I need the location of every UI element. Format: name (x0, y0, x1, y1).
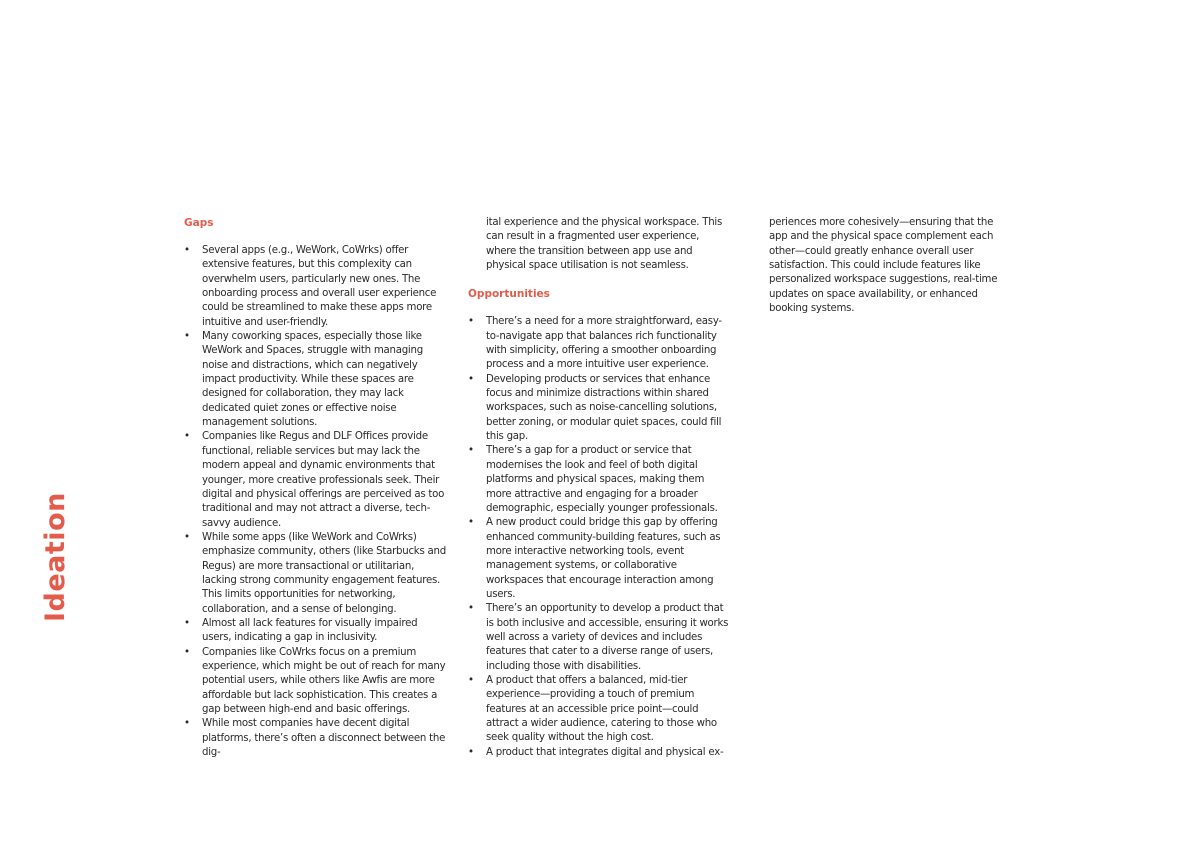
gap-item-continuation: ital experience and the physical workspace. This can result in a fragmented user experience, where the transition between app use and physical space utilisation is not seamless. (486, 217, 723, 272)
gap-item: • Several apps (e.g., WeWork, CoWrks) offer extensive features, but this complexity can overwhelm users, particularly new ones. The onboarding process and overall user experience could be streamlined to make these apps more intuitive and user-friendly. (184, 244, 446, 330)
gap-item: • While most companies have decent digital platforms, there’s often a disconnect between the dig- (184, 717, 446, 760)
gap-item: • Many coworking spaces, especially those like WeWork and Spaces, struggle with managing noise and distractions, which can negatively impact productivity. While these spaces are designed for collaboration, they may lack dedicated quiet zones or effective noise management solutions. (184, 330, 446, 430)
opportunity-item-continuation: periences more cohesively—ensuring that the app and the physical space complement each other—could greatly enhance overall user satisfaction. This could include features like personalized workspace suggestions, real-time updates on space availability, or enhanced booking systems. (769, 217, 998, 315)
opportunity-item: • Developing products or services that enhance focus and minimize distractions within shared workspaces, such as noise-cancelling solutions, better zoning, or modular quiet spaces, could fill this gap. (468, 373, 730, 445)
opportunity-item: • A product that offers a balanced, mid-tier experience—providing a touch of premium features at an accessible price point—could attract a wider audience, catering to those who seek quality without the high cost. (468, 674, 730, 746)
column-opportunities-continued (769, 216, 1013, 316)
opportunity-item: • A product that integrates digital and physical ex- (468, 746, 730, 760)
column-gaps (184, 216, 446, 760)
gap-item: • Companies like CoWrks focus on a premium experience, which might be out of reach for many potential users, while others like Awfis are more affordable but lack sophistication. This creates a gap between high-end and basic offerings. (184, 646, 446, 718)
section-title-ideation: Ideation (40, 492, 71, 622)
opportunity-item: • There’s a need for a more straightforward, easy-to-navigate app that balances rich functionality with simplicity, offering a smoother onboarding process and a more intuitive user experience. (468, 315, 730, 372)
heading-gaps: Gaps (184, 217, 214, 229)
opportunity-item: • A new product could bridge this gap by offering enhanced community-building features, such as more interactive networking tools, event management systems, or collaborative workspaces that encourage interaction among users. (468, 516, 730, 602)
gap-item: • Companies like Regus and DLF Offices provide functional, reliable services but may lack the modern appeal and dynamic environments that younger, more creative professionals seek. Their digital and physical offerings are perceived as too traditional and may not attract a diverse, tech-savvy audience. (184, 430, 446, 530)
gap-item: • While some apps (like WeWork and CoWrks) emphasize community, others (like Starbucks and Regus) are more transactional or utilitarian, lacking strong community engagement features. This limits opportunities for networking, collaboration, and a sense of belonging. (184, 531, 446, 617)
heading-opportunities: Opportunities (468, 288, 550, 301)
gap-item: • Almost all lack features for visually impaired users, indicating a gap in inclusivity. (184, 617, 446, 646)
gaps-list (184, 244, 446, 760)
opportunity-item: • There’s a gap for a product or service that modernises the look and feel of both digital platforms and physical spaces, making them more attractive and engaging for a broader demographic, especially younger professionals. (468, 444, 730, 516)
column-opportunities (468, 216, 730, 760)
opportunities-list (468, 315, 730, 760)
opportunity-item: • There’s an opportunity to develop a product that is both inclusive and accessible, ensuring it works well across a variety of devices and includes features that cater to a diverse range of users, including those with disabilities. (468, 602, 730, 674)
